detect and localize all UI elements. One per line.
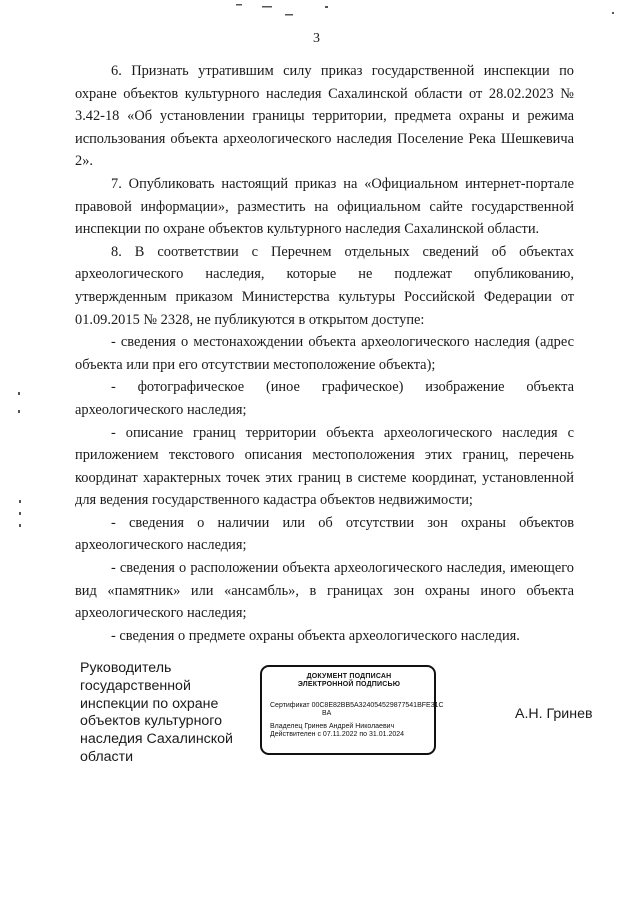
paragraph-item-8: 8. В соответствии с Перечнем отдельных сведений об объектах археологического наследия, которые не подлежат опубликованию, утвержденным приказом Министерства культуры Российской Федерации от 01.09.2015 № 2328, не публикуются в открытом доступе: bbox=[75, 243, 574, 328]
list-item-location: - сведения о местонахождении объекта археологического наследия (адрес объекта или при его отсутствии местоположение объекта); bbox=[75, 334, 574, 373]
stamp-owner bbox=[270, 723, 428, 731]
stamp-heading-line: ЭЛЕКТРОННОЙ ПОДПИСЬЮ bbox=[297, 681, 401, 689]
page-number: 3 bbox=[313, 31, 320, 46]
list-item-monument-location: - сведения о расположении объекта археологического наследия, имеющего вид «памятник» или «ансамбль», в границах зон охраны иного объекта археологического наследия; bbox=[75, 560, 574, 622]
stamp-valid-label: Действителен с bbox=[270, 731, 321, 739]
stamp-valid-from: 07.11.2022 bbox=[322, 731, 358, 739]
stamp-certificate-cont: BA bbox=[322, 710, 332, 718]
scan-speck bbox=[19, 512, 21, 515]
scan-speck bbox=[19, 524, 21, 527]
list-item-protection-subject: - сведения о предмете охраны объекта археологического наследия. bbox=[111, 627, 520, 644]
stamp-validity bbox=[270, 731, 428, 739]
signatory-name: А.Н. Гринев bbox=[515, 706, 593, 722]
list-item-protection-zones: - сведения о наличии или об отсутствии зон охраны объектов археологического наследия; bbox=[75, 514, 574, 554]
stamp-certificate-label: Сертификат bbox=[270, 701, 310, 709]
document-body bbox=[75, 60, 574, 647]
list-item-photo: - фотографическое (иное графическое) изображение объекта археологического наследия; bbox=[75, 379, 574, 418]
stamp-owner-label: Владелец bbox=[270, 722, 303, 730]
stamp-certificate-value: 00C8E82BB5A324054529877541BFE31C bbox=[311, 701, 444, 709]
stamp-valid-to: 31.01.2024 bbox=[369, 731, 405, 739]
scan-speck bbox=[325, 6, 328, 8]
stamp-owner-value: Гринев Андрей Николаевич bbox=[304, 722, 395, 730]
scan-speck bbox=[285, 14, 293, 16]
stamp-heading bbox=[270, 673, 428, 690]
stamp-certificate bbox=[270, 701, 444, 710]
scan-speck bbox=[612, 12, 614, 14]
scan-speck bbox=[18, 392, 20, 395]
scan-speck bbox=[236, 4, 242, 6]
paragraph-item-7: 7. Опубликовать настоящий приказ на «Официальном интернет-портале правовой информации», разместить на официальном сайте государственной инспекции по охране объектов культурного наследия Сахалинской области. bbox=[75, 175, 574, 238]
scan-speck bbox=[18, 410, 20, 413]
list-item-boundaries: - описание границ территории объекта археологического наследия с приложением текстового описания местоположения этих границ, перечень координат характерных точек этих границ в системе координат, установленной для ведения государственного кадастра объектов недвижимости; bbox=[75, 424, 574, 509]
scan-speck bbox=[19, 500, 21, 503]
stamp-valid-sep: по bbox=[359, 731, 368, 739]
scan-speck bbox=[262, 6, 272, 8]
electronic-signature-stamp bbox=[260, 665, 444, 755]
signatory-position: Руководитель государственной инспекции по охране объектов культурного наследия Сахалинской области bbox=[80, 660, 233, 765]
paragraph-item-6: 6. Признать утратившим силу приказ государственной инспекции по охране объектов культурного наследия Сахалинской области от 28.02.2023 № 3.42-18 «Об установлении границы территории, предмета охраны и режима использования объекта археологического наследия Поселение Река Шешкевича 2». bbox=[75, 63, 574, 170]
stamp-heading-line: ДОКУМЕНТ ПОДПИСАН bbox=[306, 673, 392, 680]
